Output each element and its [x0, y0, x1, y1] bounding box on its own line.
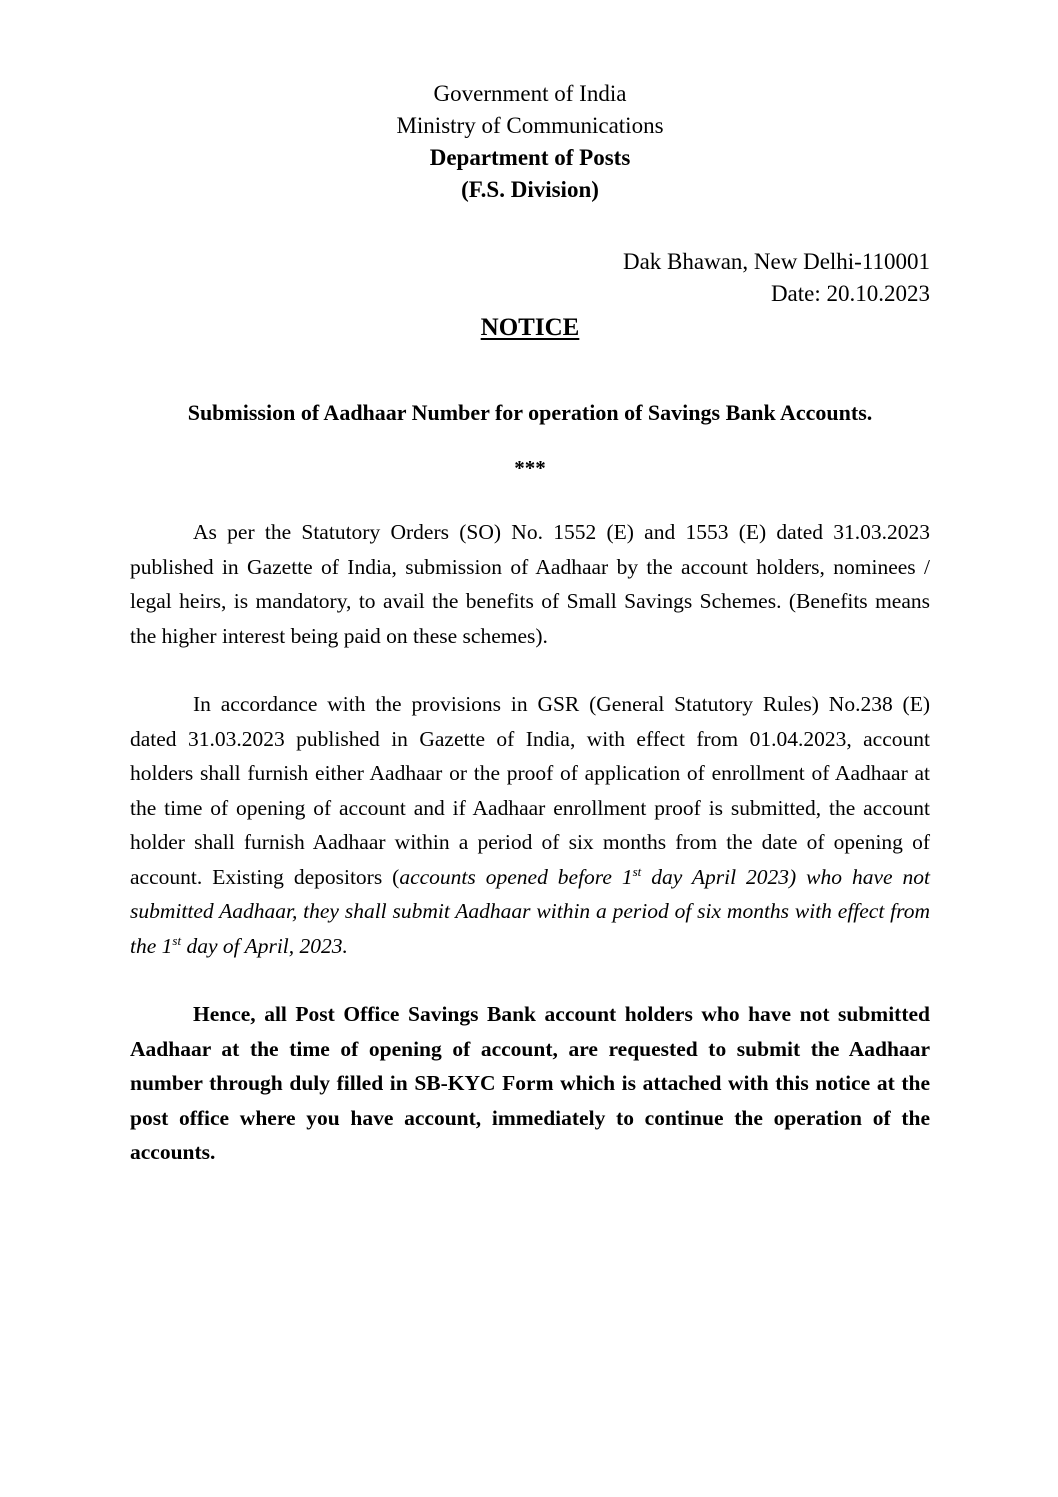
letterhead: [130, 78, 930, 206]
date-line: Date: 20.10.2023: [770, 281, 930, 306]
org-name: Government of India: [433, 81, 627, 106]
paragraph-2-italic-text-2: day April 2023) who have not submitted Aadhaar, they shall submit Aadhaar within a period of six months with effect from the 1: [130, 864, 930, 958]
division-name: (F.S. Division): [461, 177, 599, 202]
paragraph-2-italic-text-3: day of April, 2023.: [181, 933, 348, 958]
paragraph-2-superscript-1: st: [632, 863, 642, 879]
paragraph-2-italic-text-1: accounts opened before 1: [399, 864, 633, 889]
subject-line: Submission of Aadhaar Number for operation of Savings Bank Accounts.: [187, 400, 873, 425]
department-name: Department of Posts: [429, 145, 631, 170]
paragraph-1: As per the Statutory Orders (SO) No. 1552 (E) and 1553 (E) dated 31.03.2023 published in Gazette of India, submission of Aadhaar by the account holders, nominees / legal heirs, is mandatory, to avail the benefits of Small Savings Schemes. (Benefits means the higher interest being paid on these schemes).: [130, 520, 930, 648]
notice-title: [130, 314, 930, 342]
address-line: Dak Bhawan, New Delhi-110001: [622, 249, 930, 274]
notice-title-text: NOTICE: [480, 314, 580, 341]
separator-stars: ***: [514, 456, 546, 480]
paragraph-2-superscript-2: st: [172, 932, 182, 948]
address-block: [130, 246, 930, 310]
paragraph-2: [130, 687, 930, 963]
paragraph-3: Hence, all Post Office Savings Bank account holders who have not submitted Aadhaar at the time of opening of account, are requested to submit the Aadhaar number through duly filled in SB-KYC Form which is attached with this notice at the post office where you have account, immediately to continue the operation of the accounts.: [130, 1002, 930, 1164]
paragraph-2-normal-text: In accordance with the provisions in GSR (General Statutory Rules) No.238 (E) dated 31.03.2023 published in Gazette of India, with effect from 01.04.2023, account holders shall furnish either Aadhaar or the proof of application of enrollment of Aadhaar at the time of opening of account and if Aadhaar enrollment proof is submitted, the account holder shall furnish Aadhaar within a period of six months from the date of opening of account. Existing depositors (: [130, 692, 930, 889]
ministry-name: Ministry of Communications: [396, 113, 664, 138]
